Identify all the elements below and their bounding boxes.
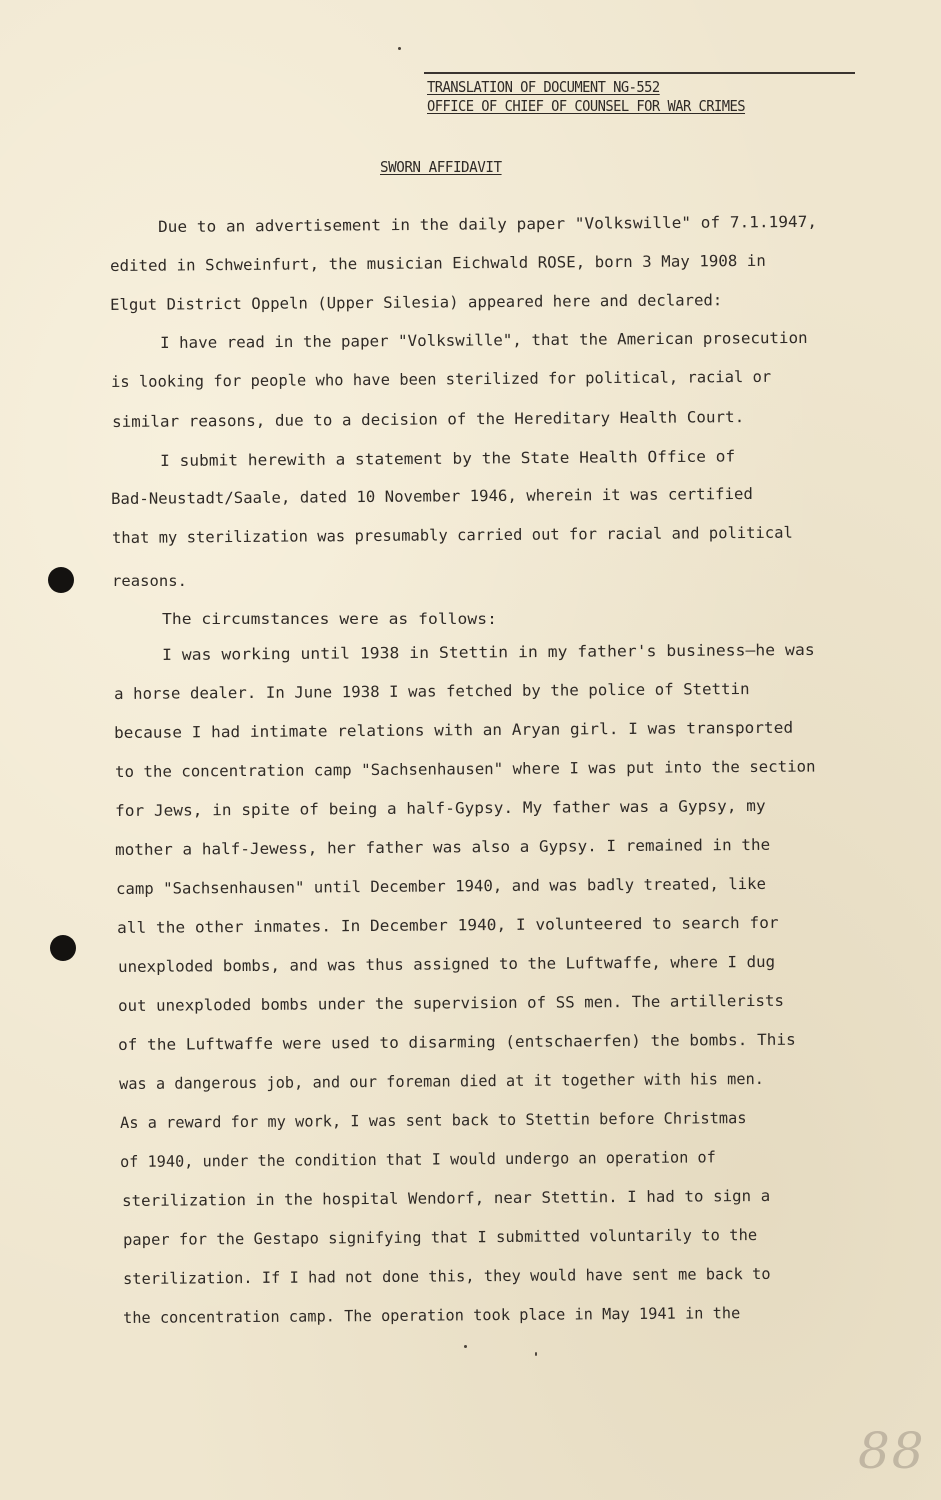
body-line-3: Elgut District Oppeln (Upper Silesia) appeared here and declared: xyxy=(110,291,723,314)
body-line-6: similar reasons, due to a decision of the Hereditary Health Court. xyxy=(112,408,745,431)
body-line-20: unexploded bombs, and was thus assigned to the Luftwaffe, where I dug xyxy=(118,952,776,976)
body-line-4: I have read in the paper "Volkswille", that the American prosecution xyxy=(160,328,808,352)
header-office-line: OFFICE OF CHIEF OF COUNSEL FOR WAR CRIMES xyxy=(427,97,746,115)
header-top-rule xyxy=(424,72,855,74)
body-line-29: the concentration camp. The operation took place in May 1941 in the xyxy=(123,1304,741,1327)
body-line-12: I was working until 1938 in Stettin in my father's business—he was xyxy=(162,640,815,664)
header-translation-line: TRANSLATION OF DOCUMENT NG-552 xyxy=(427,78,660,96)
body-line-11: The circumstances were as follows: xyxy=(162,610,497,628)
body-line-22: of the Luftwaffe were used to disarming (entschaerfen) the bombs. This xyxy=(118,1030,796,1054)
punch-hole-lower xyxy=(50,935,76,961)
punch-hole-upper xyxy=(48,567,74,593)
body-line-16: for Jews, in spite of being a half-Gypsy. My father was a Gypsy, my xyxy=(115,796,766,820)
body-line-28: sterilization. If I had not done this, they would have sent me back to xyxy=(123,1264,771,1288)
body-line-26: sterilization in the hospital Wendorf, near Stettin. I had to sign a xyxy=(122,1186,771,1210)
body-line-9: that my sterilization was presumably carried out for racial and political xyxy=(112,523,793,547)
body-line-19: all the other inmates. In December 1940, I volunteered to search for xyxy=(117,913,779,937)
body-line-18: camp "Sachsenhausen" until December 1940, and was badly treated, like xyxy=(116,874,767,898)
body-line-23: was a dangerous job, and our foreman died at it together with his men. xyxy=(119,1069,765,1093)
body-line-10: reasons. xyxy=(112,572,188,590)
document-header xyxy=(427,78,745,116)
paper-speck xyxy=(398,47,401,50)
body-line-7: I submit herewith a statement by the State Health Office of xyxy=(160,447,736,470)
body-line-21: out unexploded bombs under the supervision of SS men. The artillerists xyxy=(118,991,785,1015)
body-line-25: of 1940, under the condition that I would undergo an operation of xyxy=(120,1148,716,1171)
body-line-15: to the concentration camp "Sachsenhausen" where I was put into the section xyxy=(115,757,816,781)
body-line-13: a horse dealer. In June 1938 I was fetched by the police of Stettin xyxy=(114,680,750,703)
body-line-17: mother a half-Jewess, her father was also a Gypsy. I remained in the xyxy=(115,835,771,859)
body-line-1: Due to an advertisement in the daily paper "Volkswille" of 7.1.1947, xyxy=(158,212,818,236)
body-line-2: edited in Schweinfurt, the musician Eichwald ROSE, born 3 May 1908 in xyxy=(110,251,766,275)
body-line-24: As a reward for my work, I was sent back to Stettin before Christmas xyxy=(120,1109,747,1132)
paper-speck xyxy=(464,1345,467,1348)
body-line-5: is looking for people who have been sterilized for political, racial or xyxy=(111,367,772,391)
handwritten-page-number: 88 xyxy=(858,1422,926,1480)
body-line-8: Bad-Neustadt/Saale, dated 10 November 1946, wherein it was certified xyxy=(111,484,753,508)
body-line-27: paper for the Gestapo signifying that I submitted voluntarily to the xyxy=(123,1226,758,1249)
document-title: SWORN AFFIDAVIT xyxy=(380,158,502,176)
body-line-14: because I had intimate relations with an Aryan girl. I was transported xyxy=(114,718,794,742)
paper-speck xyxy=(535,1352,537,1356)
